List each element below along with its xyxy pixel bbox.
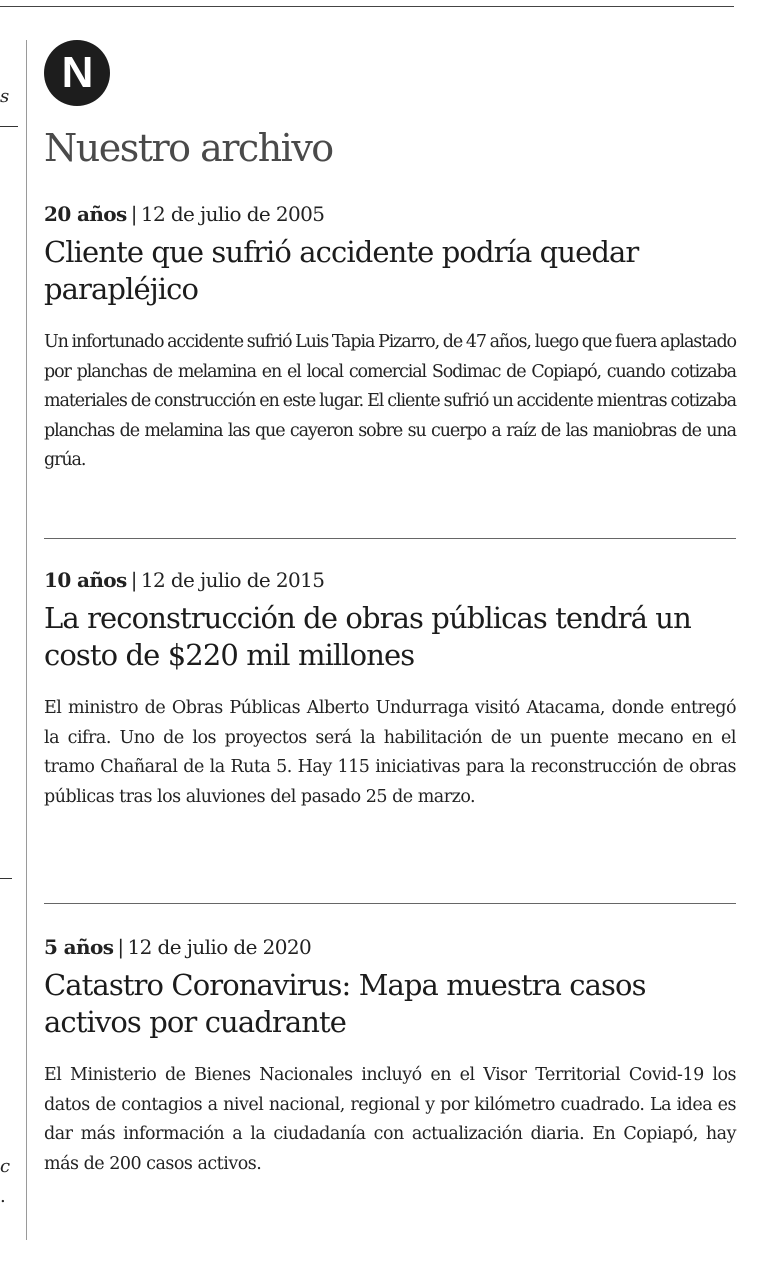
entry-headline: Catastro Coronavirus: Mapa muestra casos activos por cuadrante: [44, 968, 646, 1039]
entry-date: 12 de julio de 2015: [140, 568, 325, 592]
archive-entry: [44, 200, 736, 476]
entry-meta: [44, 566, 736, 594]
entry-body: El Ministerio de Bienes Nacionales incluyó en el Visor Territorial Covid-19 los datos de contagios a nivel nacional, regional y por kilómetro cuadrado. La idea es dar más información a la ciudadanía con actualización diaria. En Copiapó, hay más de 200 casos activos.: [44, 1065, 736, 1174]
entry-meta: [44, 200, 736, 228]
entry-headline: Cliente que sufrió accidente podría quedar parapléjico: [44, 235, 639, 306]
adjacent-column-rule: [0, 126, 18, 127]
top-rule: [0, 6, 734, 7]
entry-divider: [44, 538, 736, 539]
entry-separator: |: [130, 202, 137, 226]
section-title: Nuestro archivo: [44, 126, 333, 170]
adjacent-column-fragment: s: [0, 86, 10, 107]
entry-headline: La reconstrucción de obras públicas tendrá un costo de $220 mil millones: [44, 601, 691, 672]
archive-entry: [44, 566, 736, 812]
entry-meta: [44, 933, 736, 961]
entry-years: 5 años: [44, 935, 114, 959]
entry-divider: [44, 903, 736, 904]
entry-body: Un infortunado accidente sufrió Luis Tapia Pizarro, de 47 años, luego que fuera aplastado por planchas de melamina en el local comercial Sodimac de Copiapó, cuando cotizaba materiales de construcción en este lugar. El cliente sufrió un accidente mientras cotizaba planchas de melamina las que cayeron sobre su cuerpo a raíz de las maniobras de una grúa.: [44, 332, 736, 470]
column-divider: [26, 40, 27, 1240]
adjacent-column-rule: [0, 878, 12, 879]
newspaper-logo: N: [44, 40, 110, 106]
archive-entry: [44, 933, 736, 1179]
adjacent-column-fragment: .: [0, 1186, 6, 1207]
entry-separator: |: [117, 935, 124, 959]
entry-body: El ministro de Obras Públicas Alberto Undurraga visitó Atacama, donde entregó la cifra. Uno de los proyectos será la habilitación de un puente mecano en el tramo Chañaral de la Ruta 5. Hay 115 iniciativas para la reconstrucción de obras públicas tras los aluviones del pasado 25 de marzo.: [44, 698, 736, 807]
entry-separator: |: [130, 568, 137, 592]
entry-date: 12 de julio de 2020: [127, 935, 312, 959]
adjacent-column-fragment: c: [0, 1156, 11, 1177]
entry-date: 12 de julio de 2005: [140, 202, 325, 226]
entry-years: 20 años: [44, 202, 127, 226]
entry-years: 10 años: [44, 568, 127, 592]
